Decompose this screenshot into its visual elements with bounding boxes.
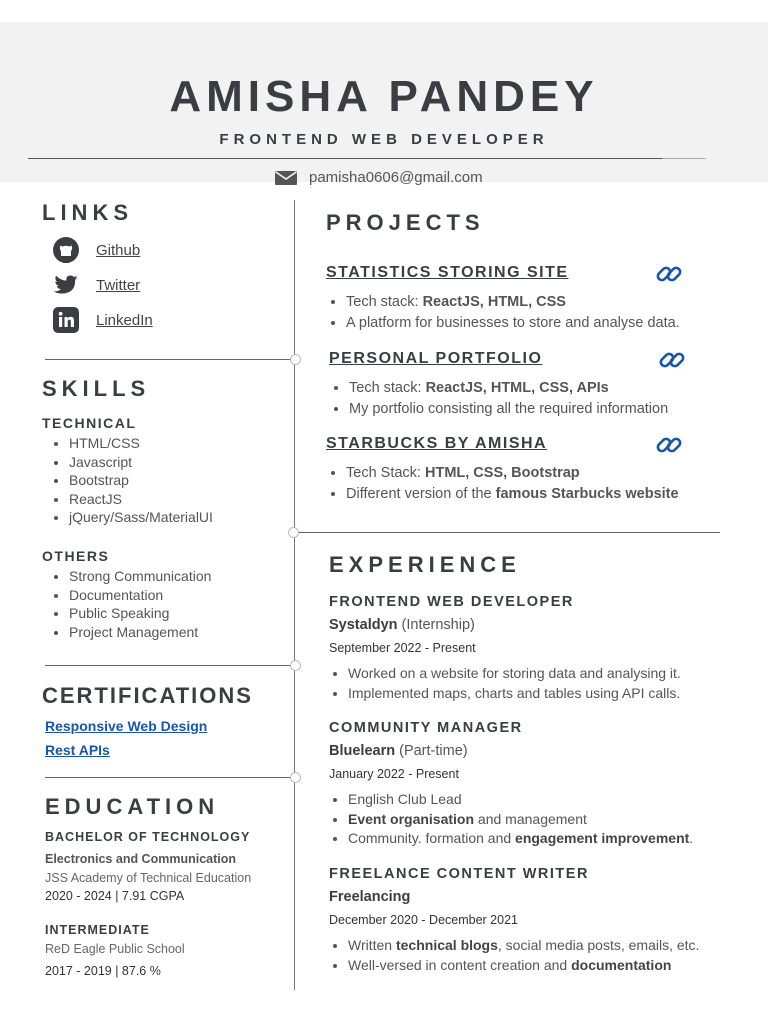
list-item: • Tech stack: ReactJS, HTML, CSS	[346, 292, 680, 313]
degree-title: BACHELOR OF TECHNOLOGY	[45, 830, 251, 844]
header-divider-accent	[662, 158, 706, 159]
job-points	[329, 790, 693, 849]
job-role: FREELANCE CONTENT WRITER	[329, 866, 589, 882]
job-organization: Systaldyn (Internship)	[329, 617, 475, 633]
divider-node	[290, 660, 301, 671]
technical-skills-heading: TECHNICAL	[42, 415, 137, 431]
project-title[interactable]: STATISTICS STORING SITE	[326, 264, 569, 281]
list-item: • Well-versed in content creation and documentation	[348, 956, 699, 976]
project-title[interactable]: PERSONAL PORTFOLIO	[329, 350, 543, 367]
other-skills-heading: OTHERS	[42, 548, 110, 564]
list-item: • Project Management	[69, 623, 211, 642]
certifications-heading: CERTIFICATIONS	[42, 683, 253, 708]
candidate-role: FRONTEND WEB DEVELOPER	[219, 131, 549, 148]
certifications-divider	[45, 777, 295, 778]
project-details	[326, 463, 679, 505]
divider-node	[288, 527, 299, 538]
projects-divider	[295, 532, 720, 533]
other-skills-list	[43, 567, 211, 641]
list-item: • Javascript	[69, 453, 213, 472]
list-item: • Written technical blogs, social media posts, emails, etc.	[348, 936, 699, 956]
list-item: • Implemented maps, charts and tables using API calls.	[348, 684, 681, 704]
email-address: pamisha0606@gmail.com	[309, 169, 483, 186]
skills-heading: SKILLS	[42, 376, 151, 401]
college-name: JSS Academy of Technical Education	[45, 871, 252, 885]
resume-header	[0, 22, 768, 186]
list-item: • Event organisation and management	[348, 810, 693, 830]
job-date: January 2022 - Present	[329, 767, 459, 781]
column-divider	[294, 200, 295, 990]
linkedin-icon	[52, 306, 80, 334]
projects-heading: PROJECTS	[326, 210, 485, 235]
list-item: • Tech stack: ReactJS, HTML, CSS, APIs	[349, 378, 668, 399]
project-details	[326, 292, 680, 334]
list-item: • Public Speaking	[69, 604, 211, 623]
job-role: FRONTEND WEB DEVELOPER	[329, 594, 574, 610]
header-divider	[28, 158, 706, 159]
divider-node	[290, 772, 301, 783]
job-points	[329, 936, 699, 975]
college-period: 2020 - 2024 | 7.91 CGPA	[45, 889, 185, 903]
links-heading: LINKS	[42, 200, 133, 225]
job-date: September 2022 - Present	[329, 641, 476, 655]
cert-responsive-web-design[interactable]: Responsive Web Design	[45, 718, 208, 734]
mail-icon	[275, 171, 297, 185]
list-item: • Different version of the famous Starbucks website	[346, 484, 679, 505]
school-name: ReD Eagle Public School	[45, 942, 185, 956]
list-item: • A platform for businesses to store and analyse data.	[346, 313, 680, 334]
job-organization: Bluelearn (Part-time)	[329, 743, 468, 759]
project-title[interactable]: STARBUCKS BY AMISHA	[326, 435, 548, 452]
job-role: COMMUNITY MANAGER	[329, 720, 523, 736]
skills-divider	[45, 665, 295, 666]
github-icon	[52, 236, 80, 264]
list-item: • jQuery/Sass/MaterialUI	[69, 508, 213, 527]
technical-skills-list	[43, 434, 213, 527]
links-divider	[45, 359, 295, 360]
link-github[interactable]	[52, 236, 140, 264]
github-link[interactable]: Github	[96, 241, 141, 259]
link-twitter[interactable]	[52, 271, 140, 299]
twitter-icon	[52, 271, 80, 299]
intermediate-title: INTERMEDIATE	[45, 923, 150, 937]
list-item: • HTML/CSS	[69, 434, 213, 453]
link-linkedin[interactable]	[52, 306, 153, 334]
list-item: • My portfolio consisting all the required information	[349, 399, 668, 420]
twitter-link[interactable]: Twitter	[96, 276, 141, 294]
list-item: • Strong Communication	[69, 567, 211, 586]
list-item: • Worked on a website for storing data and analysing it.	[348, 664, 681, 684]
cert-rest-apis[interactable]: Rest APIs	[45, 742, 110, 758]
job-points	[329, 664, 681, 703]
link-chain-icon[interactable]	[655, 260, 683, 288]
link-chain-icon[interactable]	[655, 431, 683, 459]
school-period: 2017 - 2019 | 87.6 %	[45, 964, 161, 978]
project-details	[329, 378, 668, 420]
divider-node	[290, 354, 301, 365]
education-heading: EDUCATION	[45, 794, 220, 819]
linkedin-link[interactable]: LinkedIn	[96, 311, 153, 329]
job-organization: Freelancing	[329, 889, 411, 905]
email-contact[interactable]	[275, 169, 483, 186]
list-item: • Tech Stack: HTML, CSS, Bootstrap	[346, 463, 679, 484]
list-item: • Community. formation and engagement improvement.	[348, 829, 693, 849]
list-item: • Bootstrap	[69, 471, 213, 490]
job-date: December 2020 - December 2021	[329, 913, 518, 927]
list-item: • Documentation	[69, 586, 211, 605]
experience-heading: EXPERIENCE	[329, 552, 521, 577]
link-chain-icon[interactable]	[658, 346, 686, 374]
list-item: • ReactJS	[69, 490, 213, 509]
degree-branch: Electronics and Communication	[45, 852, 237, 866]
list-item: • English Club Lead	[348, 790, 693, 810]
candidate-name: AMISHA PANDEY	[169, 72, 599, 121]
